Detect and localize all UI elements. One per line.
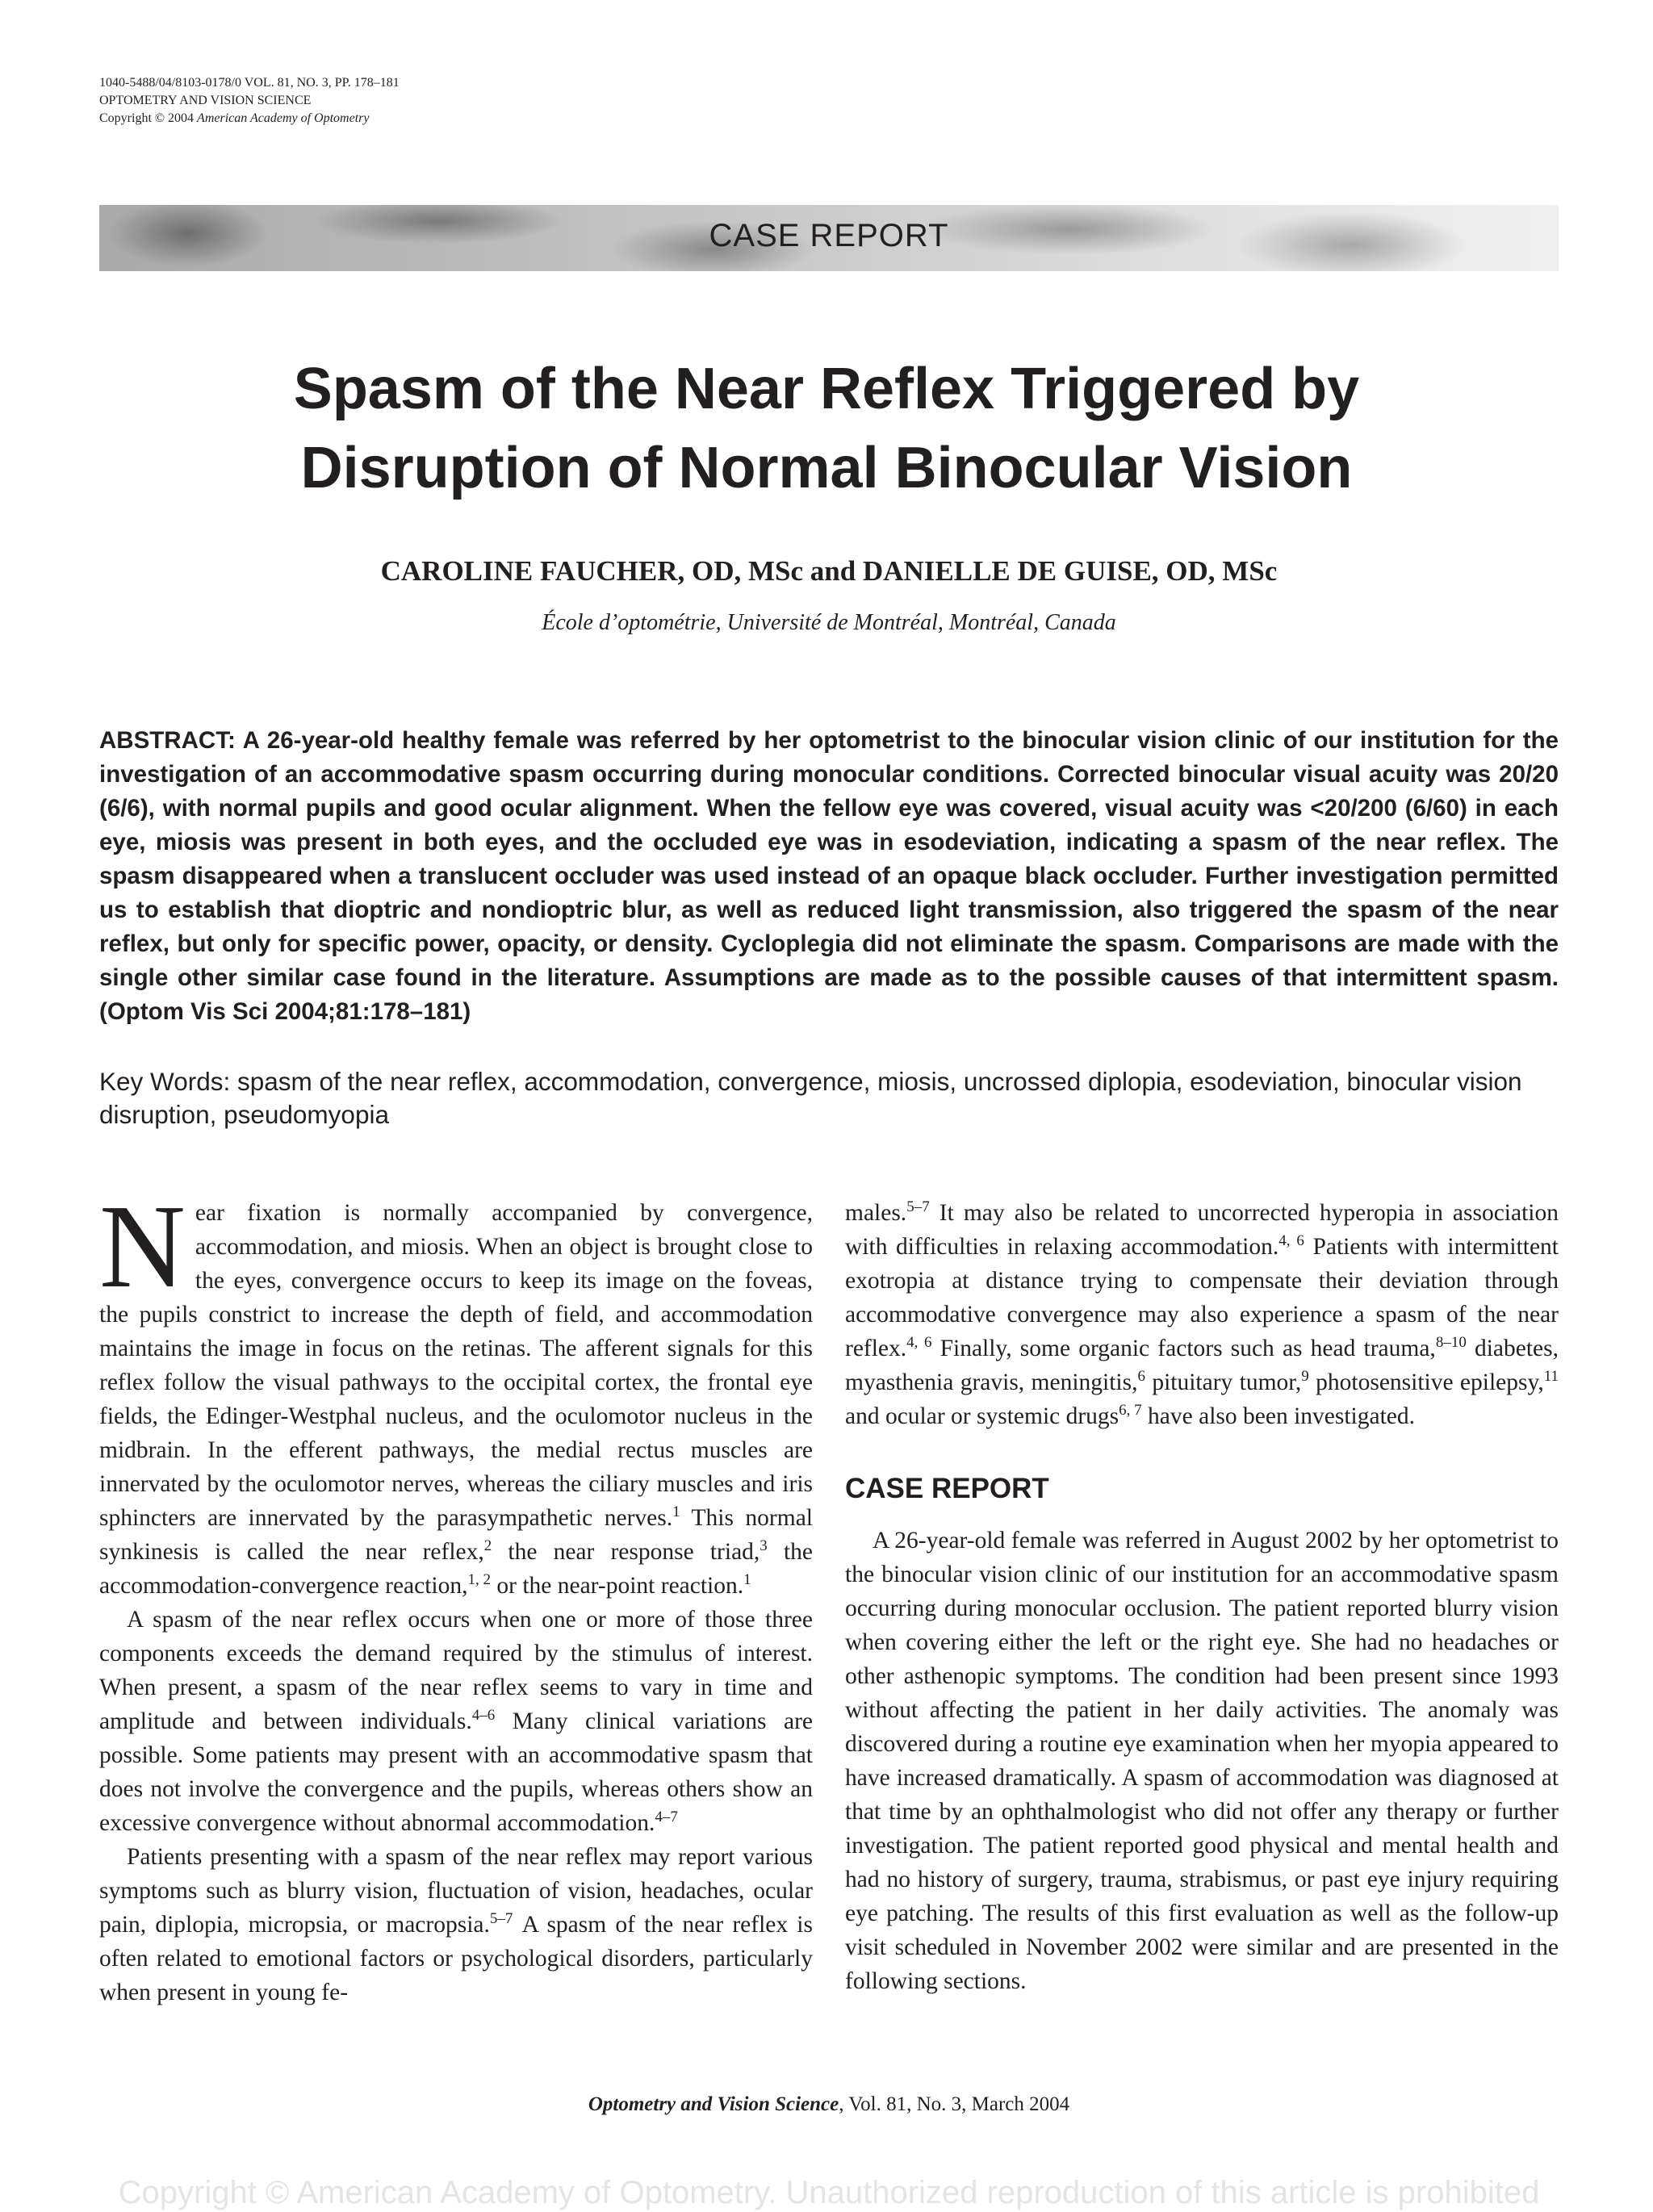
- text-run: have also been investigated.: [1141, 1403, 1415, 1429]
- author-list: CAROLINE FAUCHER, OD, MSc and DANIELLE DE GUISE, OD, MSc: [380, 555, 1278, 587]
- citation-ref[interactable]: 8–10: [1435, 1334, 1467, 1351]
- text-run: This normal synkinesis is called the near reflex,: [99, 1505, 813, 1565]
- citation-ref[interactable]: 4, 6: [1278, 1232, 1304, 1249]
- copyright-watermark: Copyright © American Academy of Optometry. Unauthorized reproduction of this article is prohibited: [118, 2175, 1540, 2210]
- citation-ref[interactable]: 6, 7: [1119, 1402, 1142, 1419]
- journal-name-line: OPTOMETRY AND VISION SCIENCE: [99, 94, 312, 107]
- text-run: the near response triad,: [492, 1539, 760, 1565]
- section-banner: [99, 205, 1559, 271]
- citation-ref[interactable]: 6: [1137, 1368, 1145, 1385]
- citation-ref[interactable]: 5–7: [906, 1198, 930, 1215]
- text-run: Patients with intermittent exotropia at distance trying to compensate their deviation through accommodative convergence may also experience a spasm of the near reflex.: [845, 1234, 1559, 1361]
- text-run: or the near-point reaction.: [491, 1573, 744, 1599]
- title-line-1: Spasm of the Near Reflex Triggered by: [293, 357, 1360, 421]
- citation-ref[interactable]: 1: [743, 1571, 751, 1588]
- citation-ref[interactable]: 4–7: [655, 1808, 678, 1825]
- citation-ref[interactable]: 11: [1543, 1368, 1559, 1385]
- right-column: [845, 1196, 1559, 1998]
- text-run: diabetes, myasthenia gravis, meningitis,: [845, 1336, 1559, 1395]
- text-run: photosensitive epilepsy,: [1308, 1369, 1544, 1395]
- text-run: Many clinical variations are possible. Some patients may present with an accommodative spasm that does not involve the convergence and the pupils, whereas others show an excessive convergence without abnormal accommodation.: [99, 1708, 814, 1836]
- text-run: It may also be related to uncorrected hyperopia in association with difficulties in relaxing accommodation.: [845, 1200, 1559, 1260]
- citation-ref[interactable]: 9: [1301, 1368, 1309, 1385]
- paragraph-symptoms: [99, 1840, 813, 2009]
- keywords: Key Words: spasm of the near reflex, accommodation, convergence, miosis, uncrossed diplopia, esodeviation, binocular vision disruption, pseudomyopia: [99, 1067, 1522, 1129]
- text-run: A spasm of the near reflex occurs when one or more of those three components exceeds the demand required by the stimulus of interest. When present, a spasm of the near reflex seems to vary in time and amplitude and between individuals.: [99, 1607, 813, 1734]
- citation-ref[interactable]: 1: [672, 1503, 680, 1520]
- left-column: [99, 1181, 814, 2009]
- affiliation: École d’optométrie, Université de Montréal, Montréal, Canada: [542, 610, 1116, 635]
- citation-ref[interactable]: 4–6: [471, 1707, 496, 1724]
- text-run: males.: [845, 1200, 907, 1226]
- text-run: Finally, some organic factors such as head trauma,: [931, 1336, 1436, 1361]
- copyright-prefix: Copyright © 2004: [99, 111, 198, 125]
- abstract: ABSTRACT: A 26-year-old healthy female was referred by her optometrist to the binocular vision clinic of our institution for the investigation of an accommodative spasm occurring during monocular conditions. Corrected binocular visual acuity was 20/20 (6/6), with normal pupils and good ocular alignment. When the fellow eye was covered, visual acuity was <20/200 (6/60) in each eye, miosis was present in both eyes, and the occluded eye was in esodeviation, indicating a spasm of the near reflex. The spasm disappeared when a translucent occluder was used instead of an opaque black occluder. Further investigation permitted us to establish that dioptric and nondioptric blur, as well as reduced light transmission, also triggered the spasm of the near reflex, but only for specific power, opacity, or density. Cycloplegia did not eliminate the spasm. Comparisons are made with the single other similar case found in the literature. Assumptions are made as to the possible causes of that intermittent spasm. (Optom Vis Sci 2004;81:178–181): [99, 727, 1559, 1025]
- page-footer: [99, 2093, 1559, 2116]
- issn-line: 1040-5488/04/8103-0178/0 VOL. 81, NO. 3, PP. 178–181: [99, 76, 400, 90]
- title-line-2: Disruption of Normal Binocular Vision: [300, 436, 1353, 500]
- copyright-line: [99, 110, 400, 128]
- paragraph-intro: [99, 1181, 813, 1603]
- citation-ref[interactable]: 2: [483, 1537, 492, 1554]
- banner-label: CASE REPORT: [709, 218, 949, 253]
- text-run: ear fixation is normally accompanied by convergence, accommodation, and miosis. When an object is brought close to the eyes, convergence occurs to keep its image on the foveas, the pupils constrict to increase the depth of field, and accommodation maintains the image in focus on the retinas. The afferent signals for this reflex follow the visual pathways to the occipital cortex, the frontal eye fields, the Edinger-Westphal nucleus, and the oculomotor nucleus in the midbrain. In the efferent pathways, the medial rectus muscles are innervated by the oculomotor nerves, whereas the ciliary muscles and iris sphincters are innervated by the parasympathetic nerves.: [99, 1200, 813, 1531]
- footer-issue: , Vol. 81, No. 3, March 2004: [839, 2093, 1070, 2115]
- paragraph-spasm: [99, 1603, 813, 1840]
- citation-ref[interactable]: 5–7: [489, 1910, 513, 1927]
- text-run: Patients presenting with a spasm of the near reflex may report various symptoms such as blurry vision, fluctuation of vision, headaches, ocular pain, diplopia, micropsia, or macropsia.: [99, 1844, 813, 1938]
- text-run: pituitary tumor,: [1145, 1369, 1302, 1395]
- drop-cap: N: [99, 1181, 186, 1313]
- citation-ref[interactable]: 4, 6: [906, 1334, 932, 1351]
- text-run: A spasm of the near reflex is often related to emotional factors or psychological disorders, particularly when present in young fe-: [99, 1912, 813, 2005]
- text-run: and ocular or systemic drugs: [845, 1403, 1119, 1429]
- section-heading: CASE REPORT: [845, 1473, 1049, 1504]
- citation-ref[interactable]: 1, 2: [467, 1571, 491, 1588]
- text-run: the accommodation-convergence reaction,: [99, 1539, 813, 1599]
- footer-journal: Optometry and Vision Science: [588, 2093, 839, 2115]
- paragraph-symptoms-cont: [845, 1196, 1559, 1433]
- paragraph-case: A 26-year-old female was referred in August 2002 by her optometrist to the binocular vision clinic of our institution for an accommodative spasm occurring during monocular occlusion. The patient reported blurry vision when covering either the left or the right eye. She had no headaches or other asthenopic symptoms. The condition had been present since 1993 without affecting the patient in her daily activities. The anomaly was discovered during a routine eye examination when her myopia appeared to have increased dramatically. A spasm of accommodation was diagnosed at that time by an ophthalmologist who did not offer any therapy or further investigation. The patient reported good physical and mental health and had no history of surgery, trauma, strabismus, or past eye injury requiring eye patching. The results of this first evaluation as well as the follow-up visit scheduled in November 2002 were similar and are presented in the following sections.: [845, 1528, 1559, 1994]
- citation-ref[interactable]: 3: [760, 1537, 768, 1554]
- article-title: [161, 349, 1492, 508]
- journal-metadata: [99, 74, 400, 128]
- copyright-holder: American Academy of Optometry: [197, 111, 370, 125]
